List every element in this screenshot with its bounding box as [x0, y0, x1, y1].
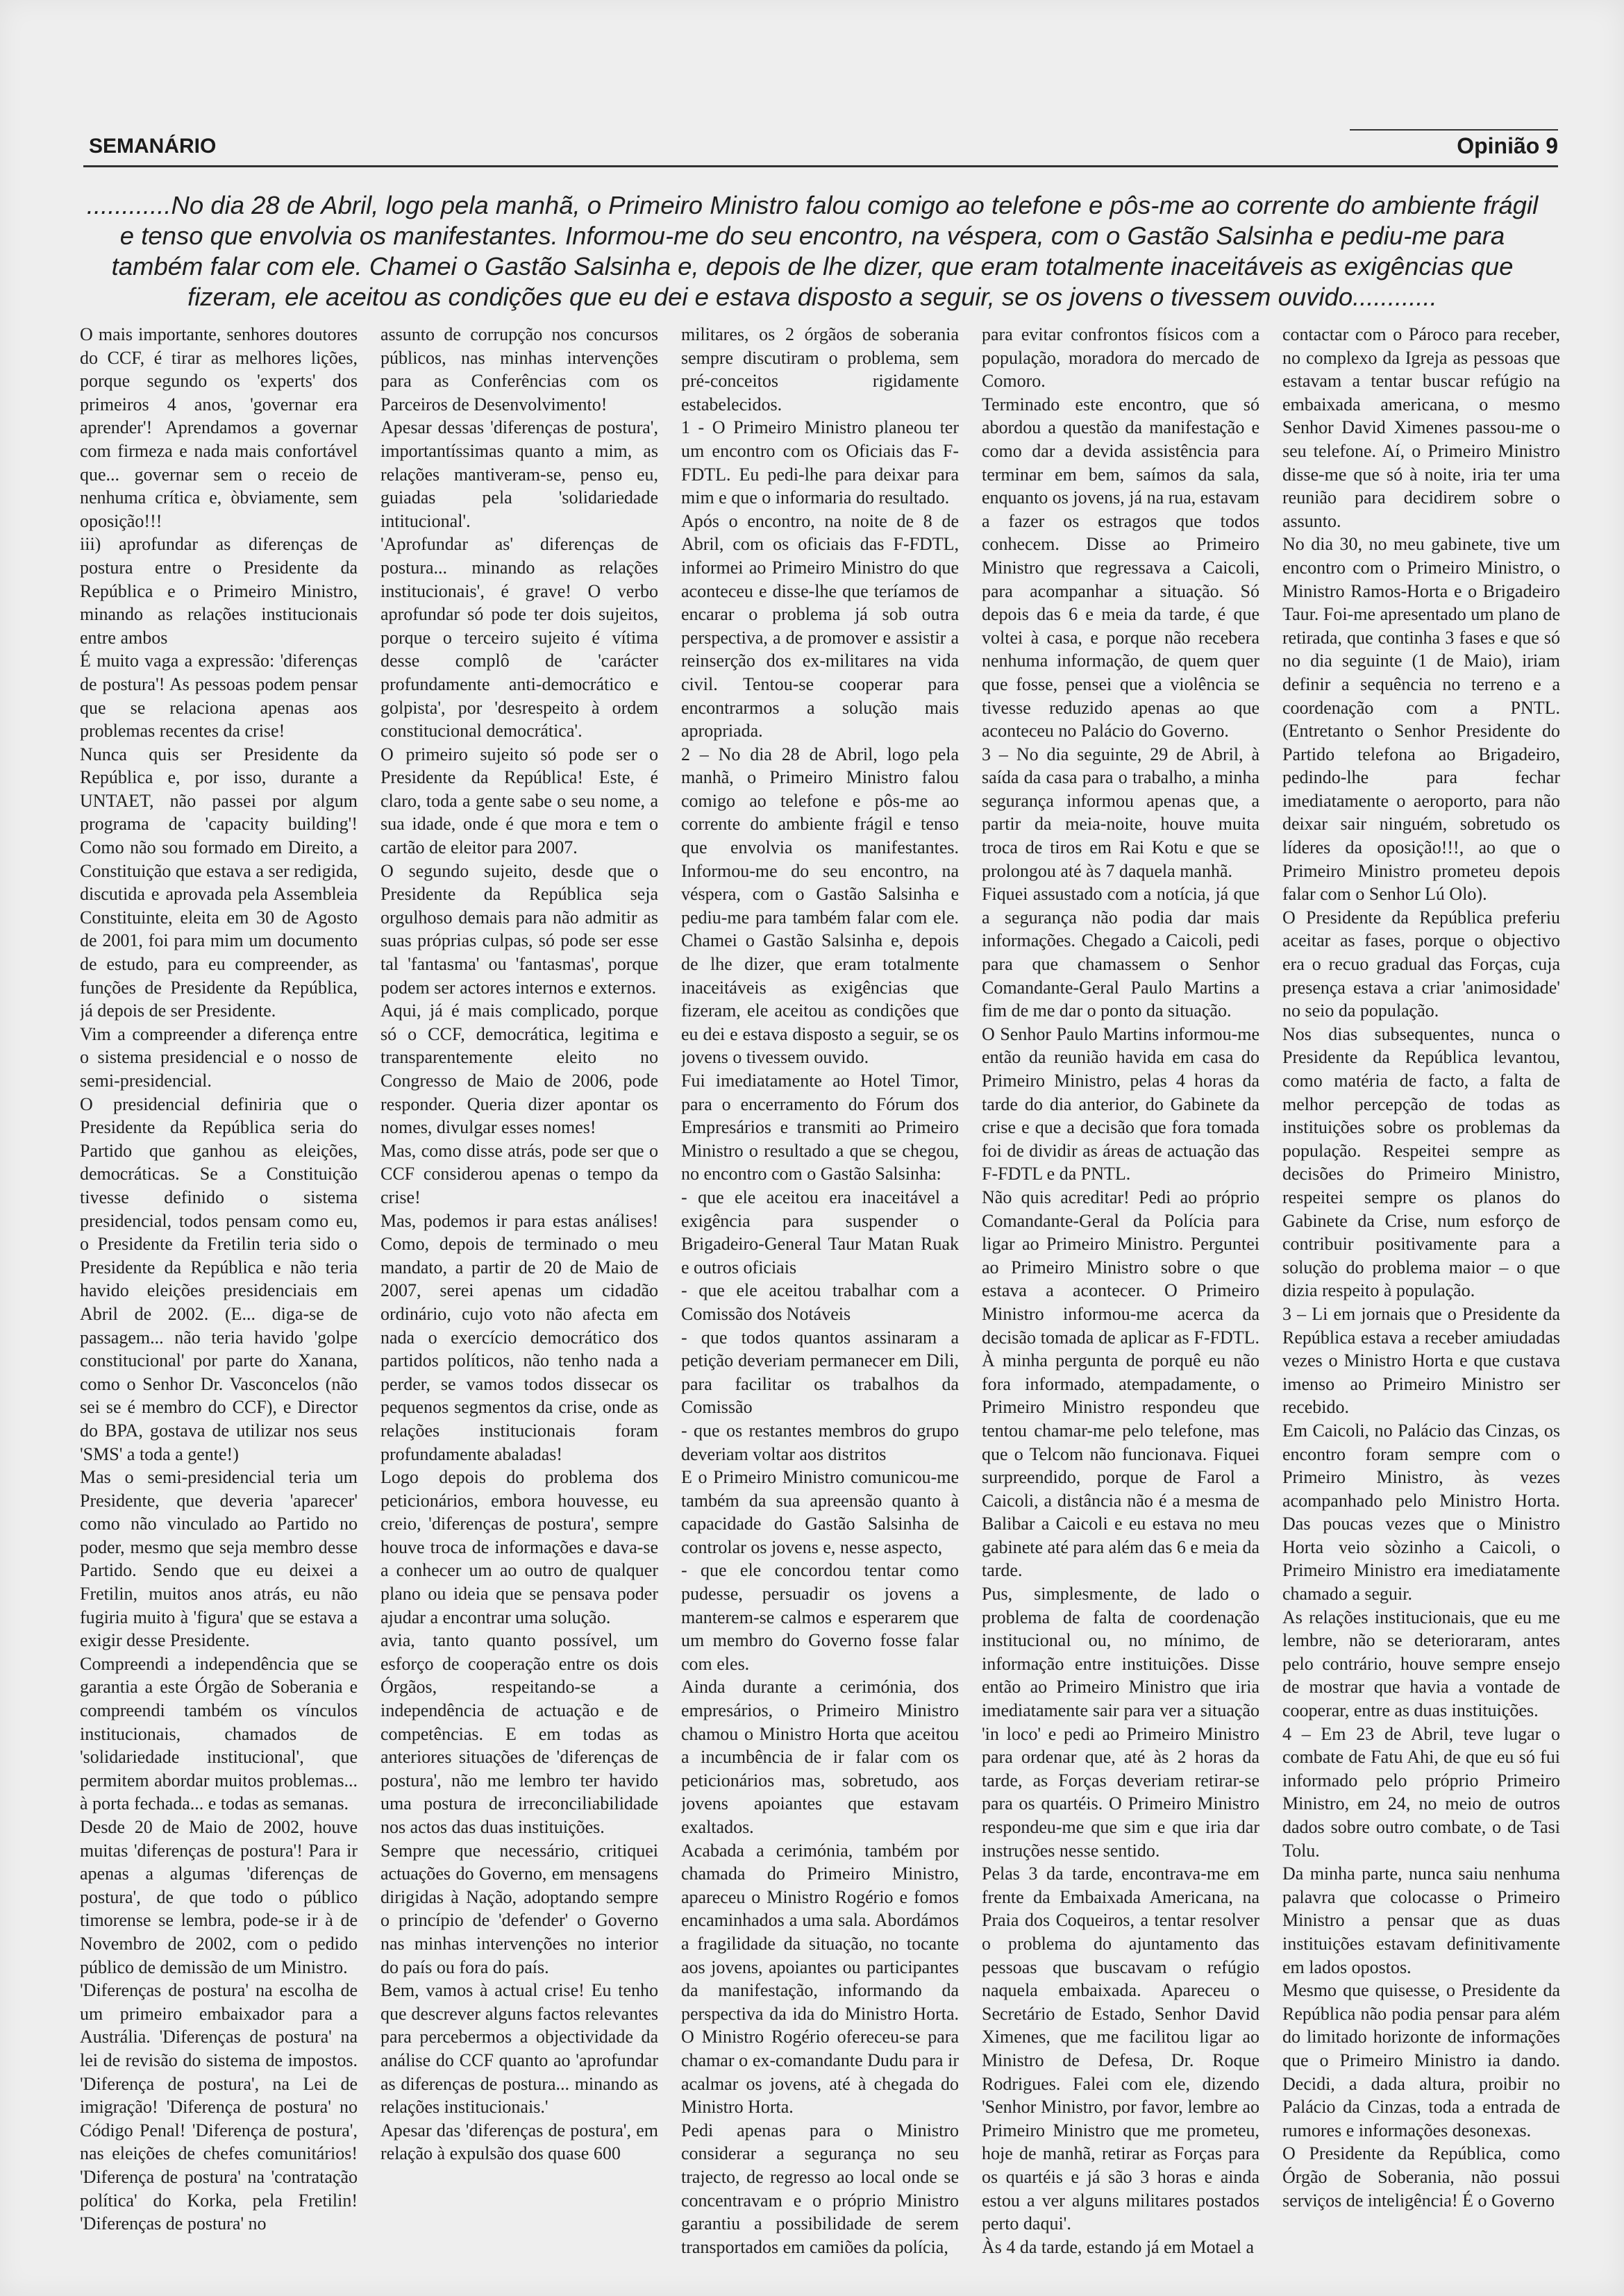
article-paragraph: O mais importante, senhores doutores do CCF, é tirar as melhores lições, porque segundo os 'experts' dos primeiros 4 anos, 'governar era aprender'! Aprendamos a governar com firmeza e nada mais confortável que... governar sem o receio de nenhuma crítica e, òbviamente, sem oposição!!!	[80, 324, 358, 531]
article-paragraph: No dia 30, no meu gabinete, tive um encontro com o Primeiro Ministro, o Ministro Ramos-Horta e o Brigadeiro Taur. Foi-me apresentado um plano de retirada, que continha 3 fases e que só no dia seguinte (1 de Maio), iriam definir a sequência no terreno e a coordenação com a PNTL. (Entretanto o Senhor Presidente do Partido telefona ao Brigadeiro, pedindo-lhe para fechar imediatamente o aeroporto, para não deixar sair ninguém, sobretudo os líderes da oposição!!!, ao que o Primeiro Ministro prometeu depois falar com o Senhor Lú Olo).	[1282, 534, 1560, 905]
article-paragraph: assunto de corrupção nos concursos públicos, nas minhas intervenções para as Conferências com os Parceiros de Desenvolvimento!	[380, 324, 658, 414]
article-column-2	[380, 323, 658, 2267]
article-paragraph: Nos dias subsequentes, nunca o Presidente da República levantou, como matéria de facto, a falta de melhor percepção de todas as instituições sobre os problemas da população. Respeitei sempre as decisões do Primeiro Ministro, respeitei sempre os planos do Gabinete da Crise, num esforço de contribuir positivamente para a solução do problema maior – o que dizia respeito à população.	[1282, 1023, 1560, 1301]
article-paragraph: Após o encontro, na noite de 8 de Abril, com os oficiais das F-FDTL, informei ao Primeiro Ministro do que aconteceu e disse-lhe que teríamos de encarar o problema já sob outra perspectiva, a de promover e assistir a reinserção dos ex-militares na vida civil. Tentou-se cooperar para encontrarmos a solução mais apropriada.	[681, 510, 959, 741]
article-paragraph: Fui imediatamente ao Hotel Timor, para o encerramento do Fórum dos Empresários e transmiti ao Primeiro Ministro o resultado a que se chegou, no encontro com o Gastão Salsinha:	[681, 1071, 959, 1184]
article-paragraph: Às 4 da tarde, estando já em Motael a	[982, 2236, 1255, 2257]
article-paragraph: - que todos quantos assinaram a petição deveriam permanecer em Dili, para facilitar os trabalhos da Comissão	[681, 1327, 959, 1418]
article-paragraph: Mesmo que quisesse, o Presidente da República não podia pensar para além do limitado horizonte de informações que o Primeiro Ministro ia dando. Decidi, a dada altura, proibir no Palácio da Cinzas, toda a entrada de rumores e informações desonexas.	[1282, 1980, 1560, 2140]
article-paragraph: Mas, podemos ir para estas análises! Como, depois de terminado o meu mandato, a partir de 20 de Maio de 2007, serei apenas um cidadão ordinário, cujo voto não afecta em nada o exercício democrático dos partidos políticos, não tenho nada a perder, se vamos todos dissecar os pequenos segmentos da crise, onde as relações institucionais foram profundamente abaladas!	[380, 1210, 658, 1464]
article-paragraph: Da minha parte, nunca saiu nenhuma palavra que colocasse o Primeiro Ministro a pensar que as duas instituições estavam definitivamente em lados opostos.	[1282, 1863, 1560, 1977]
article-paragraph: Logo depois do problema dos peticionários, embora houvesse, eu creio, 'diferenças de postura', sempre houve troca de informações e dava-se a conhecer um ao outro de qualquer plano ou ideia que se pensava poder ajudar a encontrar uma solução.	[380, 1467, 658, 1627]
article-paragraph: Apesar dessas 'diferenças de postura', importantíssimas quanto a mim, as relações mantiveram-se, penso eu, guiadas pela 'solidariedade intitucional'.	[380, 417, 658, 531]
article-paragraph: Bem, vamos à actual crise! Eu tenho que descrever alguns factos relevantes para percebermos a objectividade da análise do CCF quanto ao 'aprofundar as diferenças de postura... minando as relações institucionais.'	[380, 1980, 658, 2118]
article-paragraph: 'Diferenças de postura' na escolha de um primeiro embaixador para a Austrália. 'Diferenças de postura' na lei de revisão do sistema de impostos. 'Diferença de postura', na Lei de imigração! 'Diferença de postura' no Código Penal! 'Diferença de postura', nas eleições de chefes comunitários! 'Diferença de postura' na 'contratação política' do Korka, pela Fretilin! 'Diferenças de postura' no	[80, 1980, 358, 2234]
article-paragraph: Vim a compreender a diferença entre o sistema presidencial e o nosso de semi-presidencial.	[80, 1023, 358, 1091]
page-header	[83, 133, 1558, 167]
article-paragraph: O Senhor Paulo Martins informou-me então da reunião havida em casa do Primeiro Ministro, pelas 4 horas da tarde do dia anterior, do Gabinete da crise e que a decisão que fora tomada foi de dividir as áreas de actuação das F-FDTL e da PNTL.	[982, 1023, 1259, 1184]
pull-quote: ............No dia 28 de Abril, logo pela manhã, o Primeiro Ministro falou comigo ao telefone e pôs-me ao corrente do ambiente frágil e tenso que envolvia os manifestantes. Informou-me do seu encontro, na véspera, com o Gastão Salsinha e pediu-me para também falar com ele. Chamei o Gastão Salsinha e, depois de lhe dizer, que eram totalmente inaceitáveis as exigências que fizeram, ele aceitou as condições que eu dei e estava disposto a seguir, se os jovens o tivessem ouvido............	[86, 191, 1539, 311]
article-paragraph: Nunca quis ser Presidente da República e, por isso, durante a UNTAET, não passei por algum programa de 'capacity building'! Como não sou formado em Direito, a Constituição que estava a ser redigida, discutida e aprovada pela Assembleia Constituinte, eleita em 30 de Agosto de 2001, foi para mim um documento de estudo, para eu compreender, as funções de Presidente da República, já depois de ser Presidente.	[80, 744, 358, 1021]
article-paragraph: E o Primeiro Ministro comunicou-me também da sua apreensão quanto à capacidade do Gastão Salsinha de controlar os jovens e, nesse aspecto,	[681, 1467, 959, 1557]
article-paragraph: Fiquei assustado com a notícia, já que a segurança não podia dar mais informações. Chegado a Caicoli, pedi para que chamassem o Senhor Comandante-Geral Paulo Martins a fim de me dar o ponto da situação.	[982, 884, 1259, 1021]
header-rule	[1350, 129, 1558, 131]
article-column-1	[80, 323, 358, 2267]
article-paragraph: - que ele aceitou era inaceitável a exigência para suspender o Brigadeiro-General Taur Matan Ruak e outros oficiais	[681, 1187, 959, 1277]
article-paragraph: O Presidente da República preferiu aceitar as fases, porque o objectivo era o recuo gradual das Forças, cuja presença estava a criar 'animosidade' no seio da população.	[1282, 907, 1560, 1021]
article-paragraph: Sempre que necessário, critiquei actuações do Governo, em mensagens dirigidas à Nação, adoptando sempre o princípio de 'defender' o Governo nas minhas intervenções no interior do país ou fora do país.	[380, 1840, 658, 1977]
article-paragraph: O segundo sujeito, desde que o Presidente da República seja orgulhoso demais para não admitir as suas próprias culpas, só pode ser esse tal 'fantasma' ou 'fantasmas', porque podem ser actores internos e externos.	[380, 860, 658, 998]
article-paragraph: O primeiro sujeito só pode ser o Presidente da República! Este, é claro, toda a gente sabe o seu nome, a sua idade, onde é que mora e tem o cartão de eleitor para 2007.	[380, 744, 658, 858]
article-paragraph: É muito vaga a expressão: 'diferenças de postura'! As pessoas podem pensar que se relaciona apenas aos problemas recentes da crise!	[80, 651, 358, 741]
article-paragraph: Em Caicoli, no Palácio das Cinzas, os encontro foram sempre com o Primeiro Ministro, às vezes acompanhado pelo Ministro Horta. Das poucas vezes que o Ministro Horta veio sòzinho a Caicoli, o Primeiro Ministro era imediatamente chamado a seguir.	[1282, 1420, 1560, 1604]
article-paragraph: Mas, como disse atrás, pode ser que o CCF considerou apenas o tempo da crise!	[380, 1140, 658, 1207]
article-paragraph: Aqui, já é mais complicado, porque só o CCF, democrática, legitima e transparentemente eleito no Congresso de Maio de 2006, pode responder. Queria dizer apontar os nomes, divulgar esses nomes!	[380, 1000, 658, 1138]
article-paragraph: O presidencial definiria que o Presidente da República seria do Partido que ganhou as eleições, democráticas. Se a Constituição tivesse definido o sistema presidencial, todos pensam como eu, o Presidente da Fretilin teria sido o Presidente da República e não teria havido eleições presidenciais em Abril de 2002. (E... diga-se de passagem... não teria havido 'golpe constitucional' por parte do Xanana, como o Senhor Dr. Vasconcelos (não sei se é membro do CCF), e Director do BPA, gostava de utilizar nos seus 'SMS' a toda a gente!)	[80, 1093, 358, 1464]
article-paragraph: avia, tanto quanto possível, um esforço de cooperação entre os dois Órgãos, respeitando-se a independência de actuação e de competências. E em todas as anteriores situações de 'diferenças de postura', não me lembro ter havido uma postura de irreconciliabilidade nos actos das duas instituições.	[380, 1630, 658, 1837]
article-paragraph: 1 - O Primeiro Ministro planeou ter um encontro com os Oficiais das F-FDTL. Eu pedi-lhe para deixar para mim e que o informaria do resultado.	[681, 417, 959, 508]
article-paragraph: - que ele concordou tentar como pudesse, persuadir os jovens a manterem-se calmos e esperarem que um membro do Governo fosse falar com eles.	[681, 1560, 959, 1674]
article-paragraph: Compreendi a independência que se garantia a este Órgão de Soberania e compreendi também os vínculos institucionais, chamados de 'solidariedade institucional', que permitem abordar muitos problemas... à porta fechada... e todas as semanas.	[80, 1653, 358, 1814]
article-paragraph: Acabada a cerimónia, também por chamada do Primeiro Ministro, apareceu o Ministro Rogério e fomos encaminhados a uma sala. Abordámos a fragilidade da situação, no tocante aos jovens, apoiantes ou participantes da manifestação, informando da perspectiva da ida do Ministro Horta. O Ministro Rogério ofereceu-se para chamar o ex-comandante Dudu para ir acalmar os jovens, até à chegada do Ministro Horta.	[681, 1840, 959, 2118]
article-paragraph: Apesar das 'diferenças de postura', em relação à expulsão dos quase 600	[380, 2120, 658, 2164]
article-column-5	[1282, 323, 1560, 2267]
article-paragraph: Desde 20 de Maio de 2002, houve muitas 'diferenças de postura'! Para ir apenas a algumas 'diferenças de postura', de que todo o público timorense se lembra, pode-se ir à de Novembro de 2002, com o pedido público de demissão de um Ministro.	[80, 1817, 358, 1977]
article-paragraph: 3 – Li em jornais que o Presidente da República estava a receber amiudadas vezes o Ministro Horta e que custava imenso ao Primeiro Ministro ser recebido.	[1282, 1303, 1560, 1418]
article-paragraph: - que os restantes membros do grupo deveriam voltar aos distritos	[681, 1420, 959, 1464]
article-paragraph: Pelas 3 da tarde, encontrava-me em frente da Embaixada Americana, na Praia dos Coqueiros, a tentar resolver o problema do ajuntamento das pessoas que buscavam o refúgio naquela embaixada. Apareceu o Secretário de Estado, Senhor David Ximenes, que me facilitou ligar ao Ministro de Defesa, Dr. Roque Rodrigues. Falei com ele, dizendo 'Senhor Ministro, por favor, lembre ao Primeiro Ministro que me prometeu, hoje de manhã, retirar as Forças para os quartéis e já são 3 horas e ainda estou a ver alguns militares postados perto daqui'.	[982, 1863, 1259, 2234]
section-page-number: Opinião 9	[1457, 133, 1558, 158]
article-paragraph: 'Aprofundar as' diferenças de postura... minando as relações institucionais', é grave! O verbo aprofundar só pode ter dois sujeitos, porque o terceiro sujeito é vítima desse complô de 'carácter profundamente anti-democrático e golpista', por 'desrespeito à ordem constitucional democrática'.	[380, 534, 658, 741]
article-paragraph: Terminado este encontro, que só abordou a questão da manifestação e como dar a devida assistência para terminar em bem, saímos da sala, enquanto os jovens, já na rua, estavam a fazer os estragos que todos conhecem. Disse ao Primeiro Ministro que regressava a Caicoli, para acompanhar a situação. Só depois das 6 e meia da tarde, é que voltei à casa, e porque não recebera nenhuma informação, de quem quer que fosse, pensei que a violência se tivesse reduzido apenas ao que aconteceu no Palácio do Governo.	[982, 394, 1259, 741]
article-paragraph: O Presidente da República, como Órgão de Soberania, não possui serviços de inteligência! É o Governo	[1282, 2143, 1560, 2211]
article-paragraph: Pedi apenas para o Ministro considerar a segurança no seu trajecto, de regresso ao local onde se concentravam e o próprio Ministro garantiu a possibilidade de serem transportados em camiões da polícia,	[681, 2120, 959, 2257]
article-paragraph: para evitar confrontos físicos com a população, moradora do mercado de Comoro.	[982, 324, 1259, 392]
article-paragraph: Mas o semi-presidencial teria um Presidente, que deveria 'aparecer' como não vinculado ao Partido no poder, mesmo que seja membro desse Partido. Sendo que eu deixei a Fretilin, muitos anos atrás, eu não fugiria muito à 'figura' que se estava a exigir desse Presidente.	[80, 1467, 358, 1651]
article-paragraph: militares, os 2 órgãos de soberania sempre discutiram o problema, sem pré-conceitos rigidamente estabelecidos.	[681, 324, 959, 414]
article-paragraph: 4 – Em 23 de Abril, teve lugar o combate de Fatu Ahi, de que eu só fui informado pelo próprio Primeiro Ministro, em 24, no meio de outros dados sobre outro combate, o de Tasi Tolu.	[1282, 1723, 1560, 1861]
article-paragraph: - que ele aceitou trabalhar com a Comissão dos Notáveis	[681, 1280, 959, 1324]
article-paragraph: As relações institucionais, que eu me lembre, não se deterioraram, antes pelo contrário, houve sempre ensejo de mostrar que havia a vontade de cooperar, entre as duas instituições.	[1282, 1607, 1560, 1721]
article-paragraph: contactar com o Pároco para receber, no complexo da Igreja as pessoas que estavam a tentar buscar refúgio na embaixada americana, o mesmo Senhor David Ximenes passou-me o seu telefone. Aí, o Primeiro Ministro disse-me que só à noite, iria ter uma reunião para decidirem sobre o assunto.	[1282, 324, 1560, 531]
article-paragraph: 2 – No dia 28 de Abril, logo pela manhã, o Primeiro Ministro falou comigo ao telefone e pôs-me ao corrente do ambiente frágil e tenso que envolvia os manifestantes. Informou-me do seu encontro, na véspera, com o Gastão Salsinha e pediu-me para também falar com ele. Chamei o Gastão Salsinha e, depois de lhe dizer, que eram totalmente inaceitáveis as exigências que fizeram, ele aceitou as condições que eu dei e estava disposto a seguir, se os jovens o tivessem ouvido.	[681, 744, 959, 1068]
article-paragraph: iii) aprofundar as diferenças de postura entre o Presidente da República e o Primeiro Ministro, minando as relações institucionais entre ambos	[80, 534, 358, 648]
article-paragraph: Ainda durante a cerimónia, dos empresários, o Primeiro Ministro chamou o Ministro Horta que aceitou a incumbência de ir falar com os peticionários mas, sobretudo, aos jovens apoiantes que estavam exaltados.	[681, 1677, 959, 1837]
article-column-3	[681, 323, 959, 2267]
article-paragraph: Pus, simplesmente, de lado o problema de falta de coordenação institucional ou, no mínimo, de informação entre instituições. Disse então ao Primeiro Ministro que iria imediatamente sair para ver a situação 'in loco' e pedi ao Primeiro Ministro para ordenar que, até às 2 horas da tarde, as Forças deveriam retirar-se para os quartéis. O Primeiro Ministro respondeu-me que sim e que iria dar instruções nesse sentido.	[982, 1584, 1259, 1861]
article-paragraph: 3 – No dia seguinte, 29 de Abril, à saída da casa para o trabalho, a minha segurança informou apenas que, a partir da meia-noite, houve muita troca de tiros em Rai Kotu e que se prolongou até às 7 daquela manhã.	[982, 744, 1259, 881]
article-column-4	[982, 323, 1259, 2267]
publication-name: SEMANÁRIO	[89, 135, 217, 158]
article-paragraph: Não quis acreditar! Pedi ao próprio Comandante-Geral da Polícia para ligar ao Primeiro Ministro. Perguntei ao Primeiro Ministro sobre o que estava a acontecer. O Primeiro Ministro informou-me acerca da decisão tomada de aplicar as F-FDTL. À minha pergunta de porquê eu não fora informado, atempadamente, o Primeiro Ministro respondeu que tentou chamar-me pelo telefone, mas que o Telcom não funcionava. Fiquei surpreendido, porque de Farol a Caicoli, a distância não é a mesma de Balibar a Caicoli e eu estava no meu gabinete até para além das 6 e meia da tarde.	[982, 1187, 1259, 1581]
article-body	[80, 323, 1559, 2267]
